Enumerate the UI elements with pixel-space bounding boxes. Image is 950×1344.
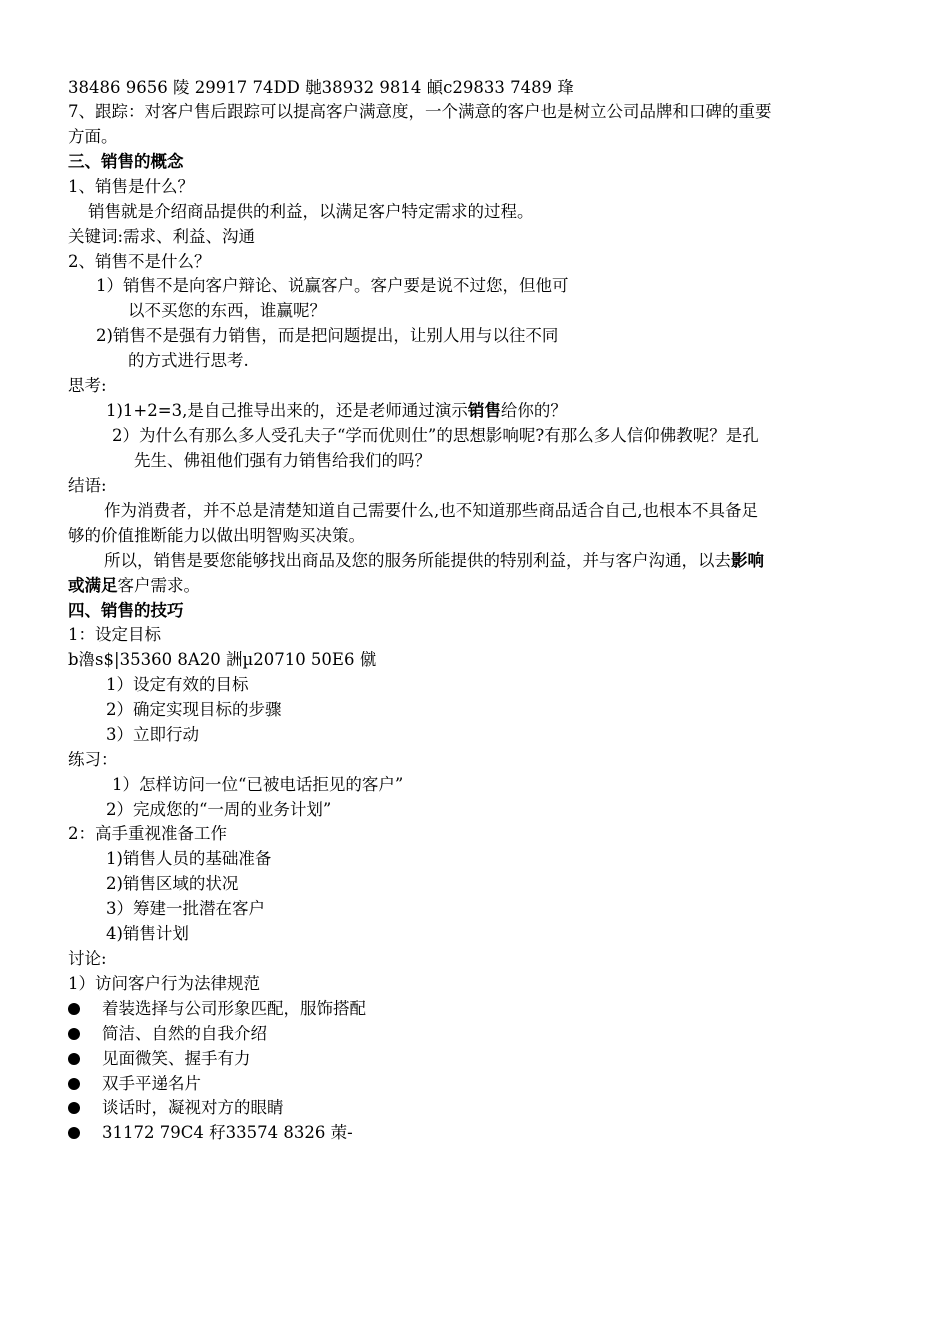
paragraph: 作为消费者，并不总是清楚知道自己需要什么,也不知道那些商品适合自己,也根本不具备足: [104, 501, 758, 520]
label: 结语:: [68, 476, 107, 495]
list-item-cont: 的方式进行思考.: [128, 351, 249, 370]
bullet-icon: [68, 1102, 80, 1114]
list-item: 1）怎样访问一位“已被电话拒见的客户”: [112, 775, 404, 794]
list-item: 4)销售计划: [106, 924, 189, 943]
garbled-line: 38486 9656 陵 29917 74DD 毑38932 9814 頔c29833 7489 琒: [68, 78, 574, 97]
list-item: 1）访问客户行为法律规范: [68, 974, 260, 993]
keywords: 关键词:需求、利益、沟通: [68, 227, 256, 246]
bullet-item: 谈话时，凝视对方的眼睛: [102, 1098, 284, 1117]
list-item: 1)1+2=3,是自己推导出来的，还是老师通过演示销售给你的？: [106, 401, 567, 420]
subheading: 1：设定目标: [68, 625, 161, 644]
list-item: 1)销售人员的基础准备: [106, 849, 272, 868]
bullet-item: 着装选择与公司形象匹配，服饰搭配: [102, 999, 366, 1018]
list-item-cont: 以不买您的东西，谁赢呢？: [128, 301, 326, 320]
section-heading: 三、销售的概念: [68, 152, 184, 171]
bullet-item: 双手平递名片: [102, 1074, 201, 1093]
label: 思考:: [68, 376, 107, 395]
definition: 销售就是介绍商品提供的利益，以满足客户特定需求的过程。: [88, 202, 534, 221]
list-item: 1）设定有效的目标: [106, 675, 249, 694]
bullet-icon: [68, 1028, 80, 1040]
bullet-item: 简洁、自然的自我介绍: [102, 1024, 267, 1043]
paragraph: 所以，销售是要您能够找出商品及您的服务所能提供的特别利益，并与客户沟通，以去影响: [104, 551, 764, 570]
paragraph: 或满足客户需求。: [68, 576, 200, 595]
bullet-item: 31172 79C4 秄33574 8326 茦-: [102, 1123, 353, 1142]
list-item: 2）确定实现目标的步骤: [106, 700, 282, 719]
list-item: 3）筹建一批潜在客户: [106, 899, 265, 918]
question: 1、销售是什么？: [68, 177, 194, 196]
label: 练习：: [68, 750, 118, 769]
bullet-icon: [68, 1078, 80, 1090]
paragraph: 7、跟踪：对客户售后跟踪可以提高客户满意度，一个满意的客户也是树立公司品牌和口碑的重要: [68, 102, 772, 121]
label: 讨论:: [68, 949, 107, 968]
list-item-cont: 先生、佛祖他们强有力销售给我们的吗？: [134, 451, 431, 470]
paragraph: 够的价值推断能力以做出明智购买决策。: [68, 526, 365, 545]
bullet-icon: [68, 1003, 80, 1015]
list-item: 1）销售不是向客户辩论、说赢客户。客户要是说不过您，但他可: [96, 276, 569, 295]
question: 2、销售不是什么？: [68, 252, 211, 271]
list-item: 3）立即行动: [106, 725, 199, 744]
list-item: 2）为什么有那么多人受孔夫子“学而优则仕”的思想影响呢?有那么多人信仰佛教呢？是孔: [112, 426, 759, 445]
garbled-line: b瀂s$|35360 8A20 詶µ20710 50E6 僦: [68, 650, 377, 669]
list-item: 2）完成您的“一周的业务计划”: [106, 800, 332, 819]
paragraph: 方面。: [68, 127, 118, 146]
bullet-icon: [68, 1053, 80, 1065]
section-heading: 四、销售的技巧: [68, 601, 184, 620]
list-item: 2)销售不是强有力销售，而是把问题提出，让别人用与以往不同: [96, 326, 559, 345]
subheading: 2：高手重视准备工作: [68, 824, 227, 843]
bullet-icon: [68, 1127, 80, 1139]
bullet-item: 见面微笑、握手有力: [102, 1049, 251, 1068]
list-item: 2)销售区域的状况: [106, 874, 239, 893]
